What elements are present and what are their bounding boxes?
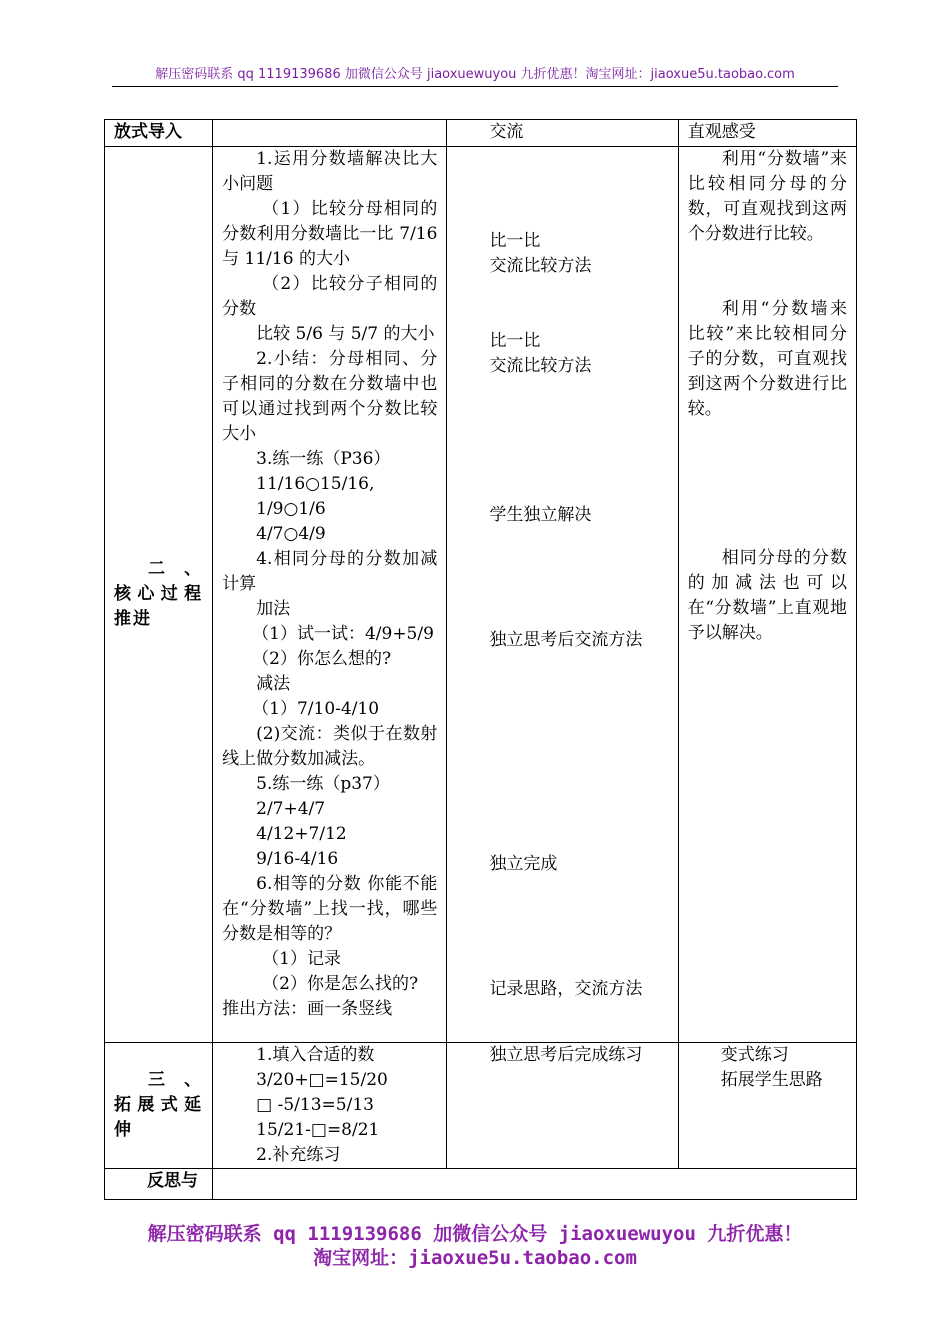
content-line: (2)交流：类似于在数射线上做分数加减法。 <box>222 724 438 769</box>
row3-stage-cell <box>105 1043 213 1169</box>
content-line: □ -5/13=5/13 <box>256 1095 374 1115</box>
lesson-table <box>104 119 857 1200</box>
stage-title: 二、核心过程推进 <box>114 559 204 629</box>
table-row <box>105 120 857 147</box>
content-line: 2.小结：分母相同、分子相同的分数在分数墙中也可以通过找到两个分数比较大小 <box>222 349 438 444</box>
content-line: （2）你是怎么找的? <box>262 974 419 994</box>
activity-item: 比一比 <box>489 231 541 251</box>
content-line: （2）你怎么想的? <box>252 649 392 669</box>
content-line: 比较 5/6 与 5/7 的大小 <box>256 324 435 344</box>
content-line: 2/7+4/7 <box>256 799 326 819</box>
activity-item: 独立思考后完成练习 <box>489 1045 643 1065</box>
content-line: 推出方法：画一条竖线 <box>222 999 393 1019</box>
row3-content-cell <box>213 1043 447 1169</box>
activity-item: 交流比较方法 <box>489 256 592 276</box>
content-line: 5.练一练（p37） <box>256 774 390 794</box>
row2-content-cell <box>213 147 447 1043</box>
content-line: 1/9○1/6 <box>256 499 326 519</box>
row2-stage-cell <box>105 147 213 1043</box>
intent-paragraph: 利用“分数墙”来比较相同分母的分数，可直观找到这两个分数进行比较。 <box>687 149 847 244</box>
activity-item: 比一比 <box>489 331 541 351</box>
content-line: 4/7○4/9 <box>256 524 326 544</box>
row4-stage-cell: 反思与 <box>105 1169 213 1200</box>
content-line: 9/16-4/16 <box>256 849 339 869</box>
activity-item: 学生独立解决 <box>489 505 592 525</box>
footer-watermark-line2: 淘宝网址：jiaoxue5u.taobao.com <box>313 1247 637 1269</box>
intent-paragraph: 利用“分数墙来比较”来比较相同分子的分数，可直观找到这两个分数进行比较。 <box>687 299 847 419</box>
activity-item: 独立思考后交流方法 <box>489 630 643 650</box>
content-line: 4/12+7/12 <box>256 824 347 844</box>
content-line: 15/21-□=8/21 <box>256 1120 380 1140</box>
activity-item: 独立完成 <box>489 854 558 874</box>
content-line: 11/16○15/16, <box>256 474 375 494</box>
content-line: 3.练一练（P36） <box>256 449 391 469</box>
content-line: （1）7/10-4/10 <box>252 699 380 719</box>
content-line: 1.运用分数墙解决比大小问题 <box>222 149 438 194</box>
row1-activity-cell: 交流 <box>447 120 678 147</box>
table-row <box>105 1043 857 1169</box>
row4-content-cell <box>213 1169 857 1200</box>
intent-line: 拓展学生思路 <box>720 1070 823 1090</box>
content-line: 4.相同分母的分数加减计算 <box>222 549 438 594</box>
content-line: （1）试一试：4/9+5/9 <box>252 624 434 644</box>
content-line: （1）比较分母相同的分数利用分数墙比一比 7/16 与 11/16 的大小 <box>222 199 438 269</box>
content-line: 1.填入合适的数 <box>256 1045 375 1065</box>
table-row <box>105 1169 857 1200</box>
row2-intent-cell <box>678 147 856 1043</box>
row3-activity-cell <box>447 1043 678 1169</box>
content-line: （2）比较分子相同的分数 <box>222 274 438 319</box>
activity-item: 交流比较方法 <box>489 356 592 376</box>
stage-title: 三、拓展式延伸 <box>114 1070 204 1140</box>
table-row <box>105 147 857 1043</box>
content-line: 3/20+□=15/20 <box>256 1070 388 1090</box>
row2-activity-cell <box>447 147 678 1043</box>
activity-item: 记录思路，交流方法 <box>489 979 643 999</box>
intent-paragraph: 相同分母的分数的加减法也可以在“分数墙”上直观地予以解决。 <box>687 548 847 643</box>
row3-intent-cell <box>678 1043 856 1169</box>
footer-watermark-line1: 解压密码联系 qq 1119139686 加微信公众号 jiaoxuewuyou 九折优惠！ <box>147 1223 803 1245</box>
content-line: 6.相等的分数 你能不能在“分数墙”上找一找，哪些分数是相等的？ <box>222 874 438 944</box>
row1-intent-cell: 直观感受 <box>678 120 856 147</box>
header-watermark: 解压密码联系 qq 1119139686 加微信公众号 jiaoxuewuyou 九折优惠！淘宝网址：jiaoxue5u.taobao.com <box>112 66 838 87</box>
row1-content-cell <box>213 120 447 147</box>
intent-line: 变式练习 <box>720 1045 789 1065</box>
content-line: （1）记录 <box>262 949 341 969</box>
content-line: 加法 <box>256 599 291 619</box>
row1-stage-cell: 放式导入 <box>105 120 213 147</box>
content-line: 减法 <box>256 674 291 694</box>
content-line: 2.补充练习 <box>256 1145 341 1165</box>
